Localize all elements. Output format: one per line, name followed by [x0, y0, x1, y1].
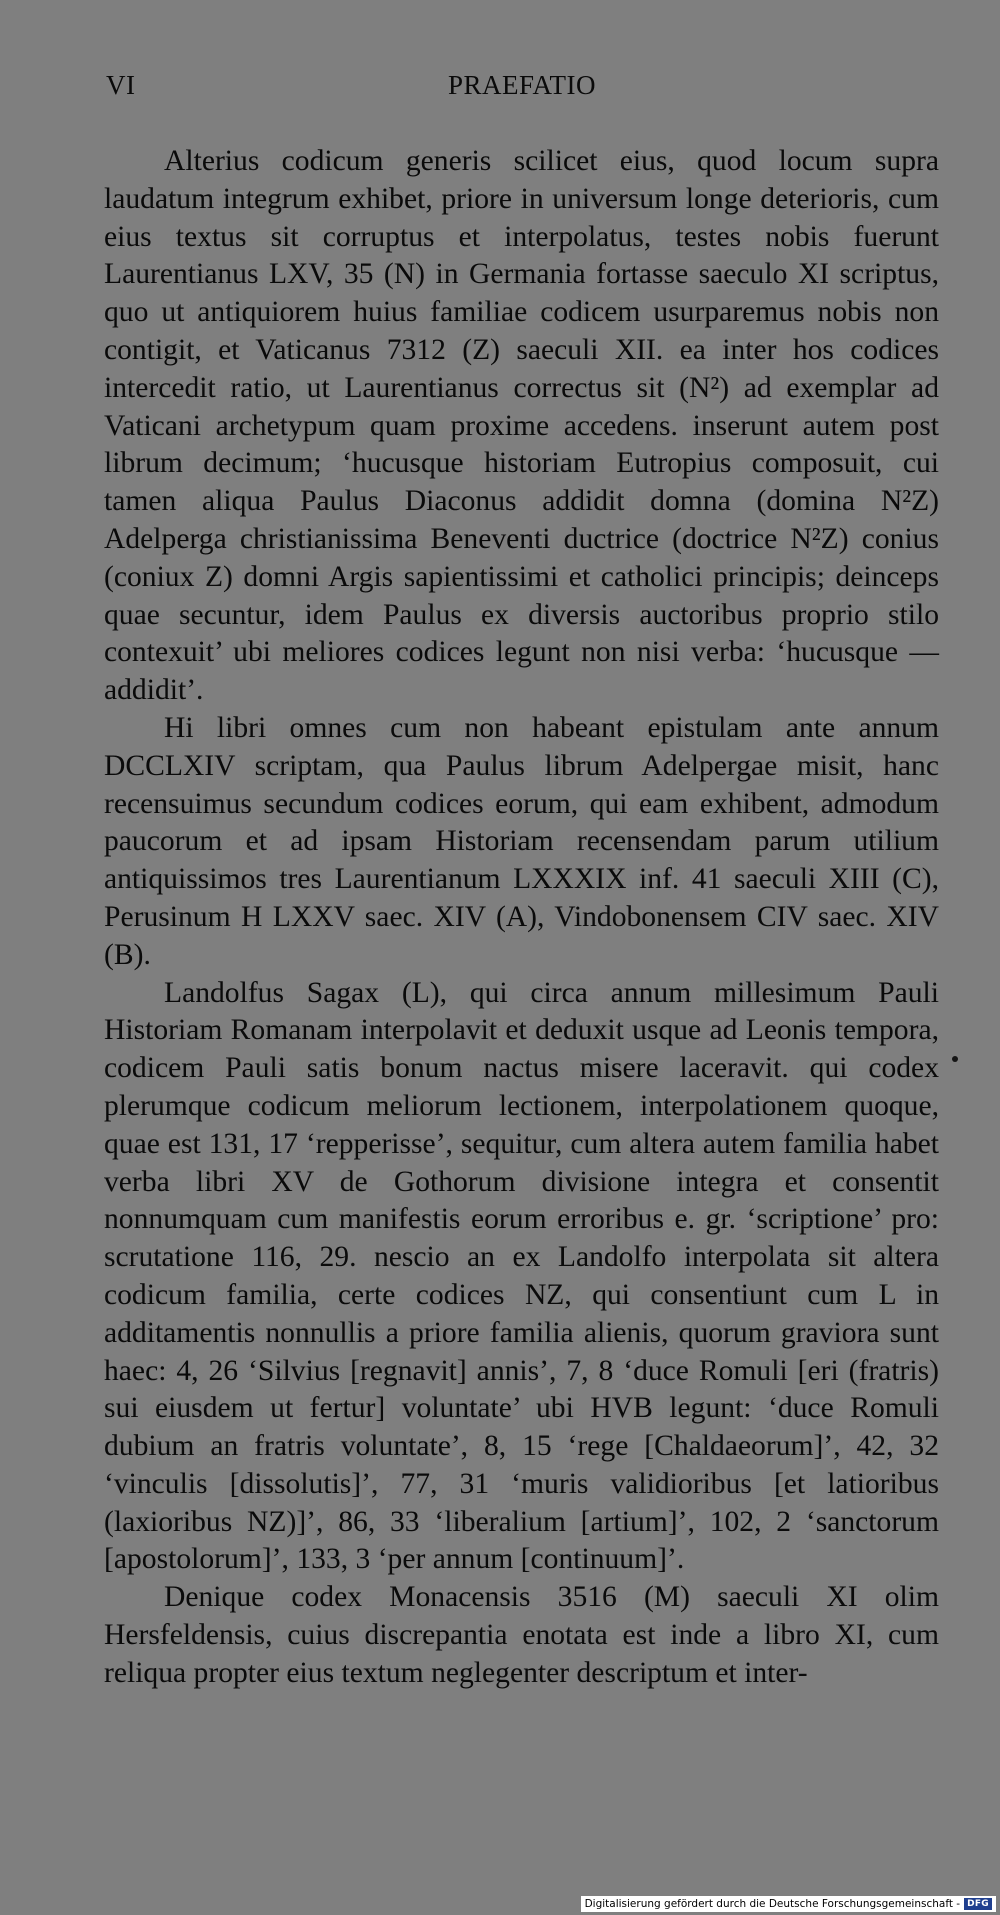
credit-text: Digitalisierung gefördert durch die Deutsche Forschungsgemeinschaft - [584, 1898, 961, 1910]
dfg-logo: DFG [964, 1898, 992, 1910]
page-number: VI [106, 70, 136, 100]
paragraph-4: Denique codex Monacensis 3516 (M) saeculi XI olim Hersfeldensis, cuius discrepantia enotata est inde a libro XI, cum reliqua propter eius textum neglegenter descriptum et inter- [104, 1581, 939, 1689]
paragraph-3: Landolfus Sagax (L), qui circa annum millesimum Pauli Historiam Romanam interpolavit et deduxit usque ad Leonis tempora, codicem Pauli satis bonum nactus misere laceravit. qui codex plerumque codicum meliorum lectionem, interpolationem quoque, quae est 131, 17 ‘repperisse’, sequitur, cum altera autem familia habet verba libri XV de Gothorum divisione integra et consentit nonnumquam cum manifestis eorum erroribus e. gr. ‘scriptione’ pro: scrutatione 116, 29. nescio an ex Landolfo interpolata sit altera codicum familia, certe codices NZ, qui consentiunt cum L in additamentis nonnullis a priore familia alienis, quorum graviora sunt haec: 4, 26 ‘Silvius [regnavit] annis’, 7, 8 ‘duce Romuli [eri (fratris) sui eiusdem ut fertur] voluntate’ ubi HVB legunt: ‘duce Romuli dubium an fratris voluntate’, 8, 15 ‘rege [Chaldaeorum]’, 42, 32 ‘vinculis [dissolutis]’, 77, 31 ‘muris validioribus [et latioribus (laxioribus NZ)]’, 86, 33 ‘liberalium [artium]’, 102, 2 ‘sanctorum [apostolorum]’, 133, 3 ‘per annum [continuum]’. [104, 976, 939, 1576]
digitization-credit [581, 1896, 996, 1912]
paragraph-1: Alterius codicum generis scilicet eius, quod locum supra laudatum integrum exhibet, priore in universum longe deterioris, cum eius textus sit corruptus et interpolatus, testes nobis fuerunt Laurentianus LXV, 35 (N) in Germania fortasse saeculo XI scriptus, quo ut antiquiorem huius familiae codicem usurparemus nobis non contigit, et Vaticanus 7312 (Z) saeculi XII. ea inter hos codices intercedit ratio, ut Laurentianus correctus sit (N²) ad exemplar ad Vaticani archetypum quam proxime accedens. inserunt autem post librum decimum; ‘hucusque historiam Eutropius composuit, cui tamen aliqua Paulus Diaconus addidit domna (domina N²Z) Adelperga christianissima Beneventi ductrice (doctrice N²Z) conius (coniux Z) domni Argis sapientissimi et catholici principis; deinceps quae secuntur, idem Paulus ex diversis auctoribus proprio stilo contexuit’ ubi meliores codices legunt non nisi verba: ‘hucusque — addidit’. [104, 145, 939, 707]
body-text [104, 143, 939, 1693]
paragraph-2: Hi libri omnes cum non habeant epistulam ante annum DCCLXIV scriptam, qua Paulus librum Adelpergae misit, hanc recensuimus secundum codices eorum, qui eam exhibent, admodum paucorum et ad ipsam Historiam recensendam parum utilium antiquissimos tres Laurentianum LXXXIX inf. 41 saeculi XIII (C), Perusinum H LXXV saec. XIV (A), Vindobonensem CIV saec. XIV (B). [104, 711, 939, 971]
margin-dot [952, 1056, 958, 1062]
page-header [106, 70, 938, 110]
running-title: PRAEFATIO [447, 70, 597, 100]
